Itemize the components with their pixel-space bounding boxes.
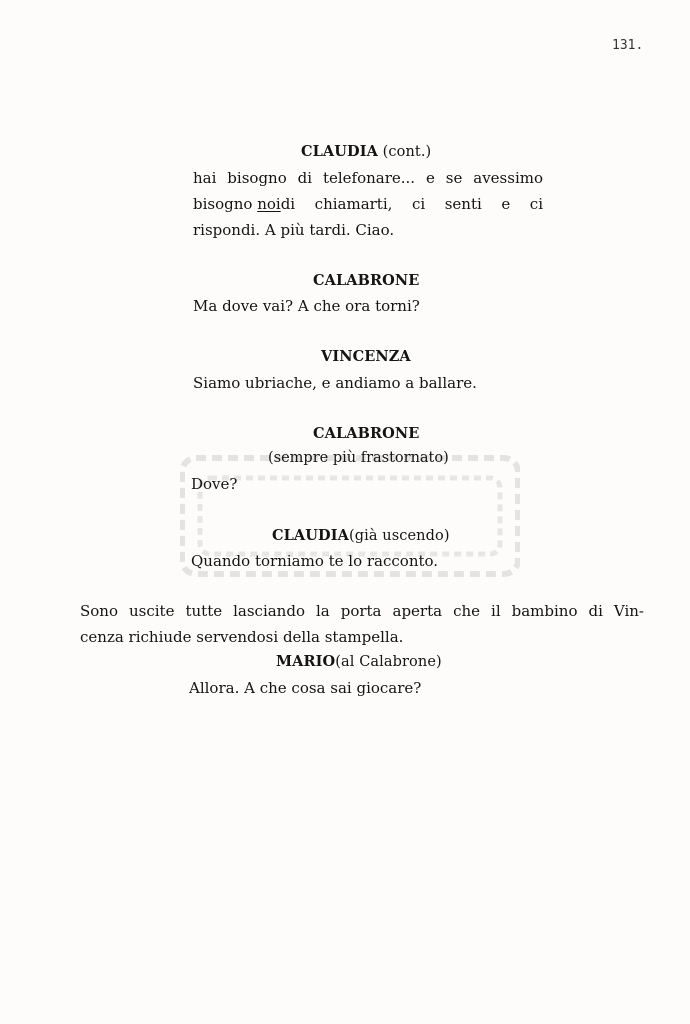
page-number: 131. xyxy=(612,38,644,53)
dialogue-line: bisogno noi di chiamarti, ci senti e ci xyxy=(193,195,543,213)
character-name-mario: MARIO(al Calabrone) xyxy=(276,653,442,670)
character-name-vincenza: VINCENZA xyxy=(321,348,411,365)
character-name-claudia: CLAUDIA (cont.) xyxy=(301,143,432,160)
dialogue-line: Allora. A che cosa sai giocare? xyxy=(189,679,422,697)
character-name-calabrone: CALABRONE xyxy=(313,425,420,442)
dialogue-line: Siamo ubriache, e andiamo a ballare. xyxy=(193,374,477,392)
dialogue-line: Dove? xyxy=(191,475,238,493)
dialogue-line: hai bisogno di telefonare... e se avessimo xyxy=(193,169,543,187)
character-name-claudia: CLAUDIA(già uscendo) xyxy=(272,527,450,544)
action-line: Sono uscite tutte lasciando la porta aperta che il bambino di Vin- xyxy=(80,602,644,620)
character-name-calabrone: CALABRONE xyxy=(313,272,420,289)
dialogue-line: Quando torniamo te lo racconto. xyxy=(191,552,439,570)
dialogue-line: Ma dove vai? A che ora torni? xyxy=(193,297,420,315)
underlined-word: noi xyxy=(257,195,281,213)
action-line: cenza richiude servendosi della stampella. xyxy=(80,628,404,646)
parenthetical: (sempre più frastornato) xyxy=(268,450,449,466)
dialogue-line: rispondi. A più tardi. Ciao. xyxy=(193,221,395,239)
